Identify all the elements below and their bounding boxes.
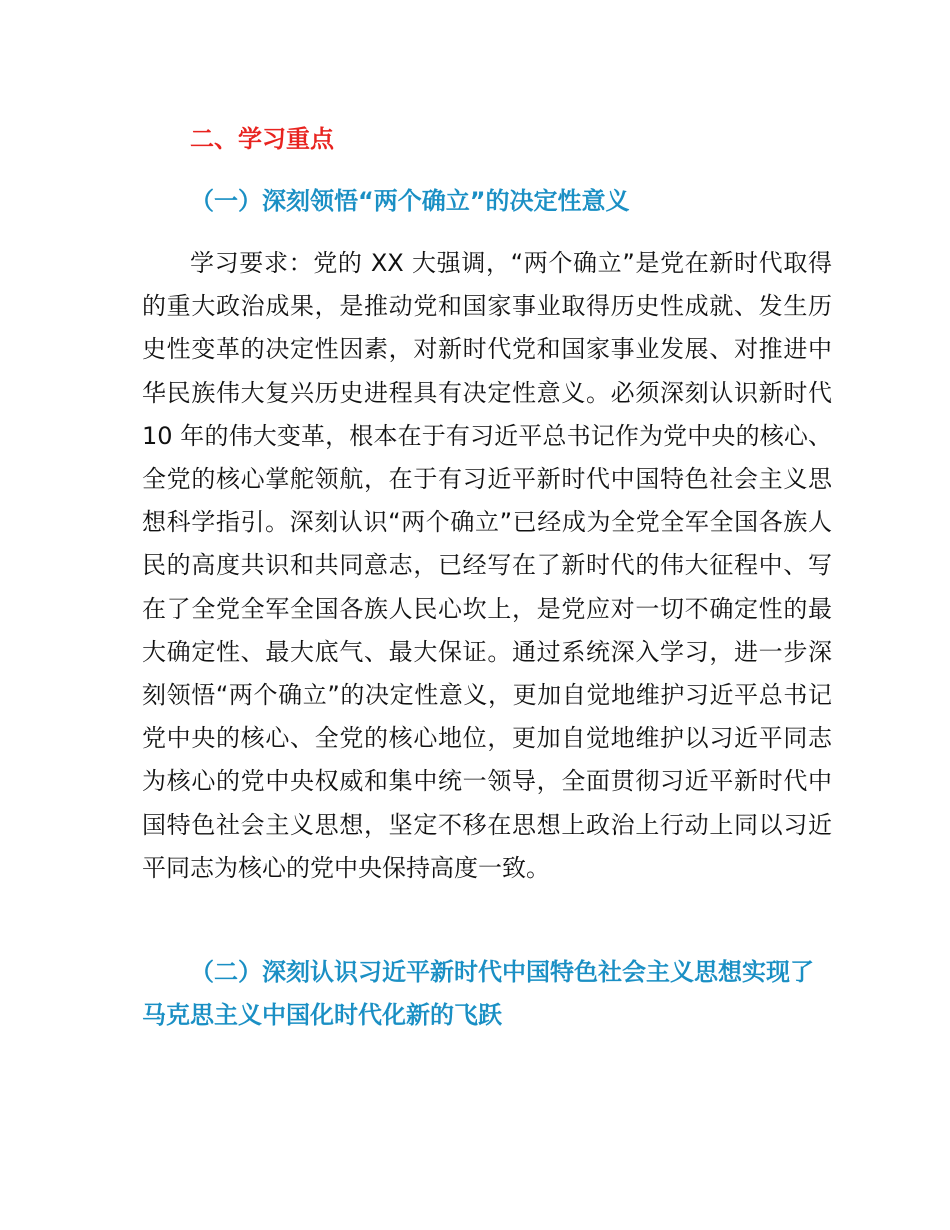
subsection-2-heading: （二）深刻认识习近平新时代中国特色社会主义思想实现了马克思主义中国化时代化新的飞跃 <box>142 958 814 1029</box>
section-title: 二、学习重点 <box>190 125 334 153</box>
subsection-1-body: 学习要求：党的 XX 大强调，“两个确立”是党在新时代取得的重大政治成果，是推动党和国家事业取得历史性成就、发生历史性变革的决定性因素，对新时代党和国家事业发展、对推进中华民族伟大复兴历史进程具有决定性意义。必须深刻认识新时代 10 年的伟大变革，根本在于有习近平总书记作为党中央的核心、全党的核心掌舵领航，在于有习近平新时代中国特色社会主义思想科学指引。深刻认识“两个确立”已经成为全党全军全国各族人民的高度共识和共同意志，已经写在了新时代的伟大征程中、写在了全党全军全国各族人民心坎上，是党应对一切不确定性的最大确定性、最大底气、最大保证。通过系统深入学习，进一步深刻领悟“两个确立”的决定性意义，更加自觉地维护习近平总书记党中央的核心、全党的核心地位，更加自觉地维护以习近平同志为核心的党中央权威和集中统一领导，全面贯彻习近平新时代中国特色社会主义思想，坚定不移在思想上政治上行动上同以习近平同志为核心的党中央保持高度一致。 <box>142 249 832 882</box>
subsection-1-heading: （一）深刻领悟“两个确立”的决定性意义 <box>190 187 630 215</box>
